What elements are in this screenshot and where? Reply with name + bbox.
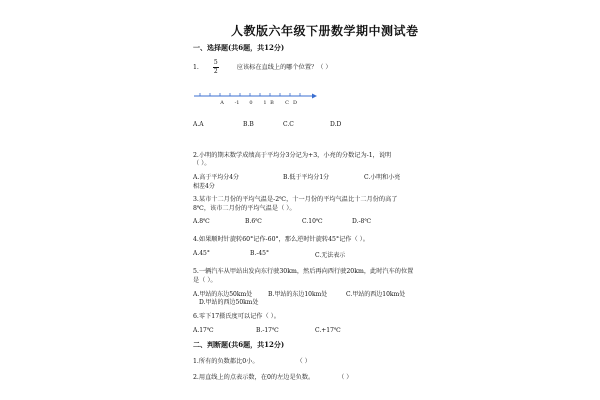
q5-option-d: D.甲站的西边50km处 (199, 299, 259, 306)
judgement-2-text: 2.用直线上的点表示数，在0的左边是负数。 (193, 374, 315, 381)
judgement-2-paren: （ ） (338, 374, 353, 381)
question-3-line-1: 3.某市十二月份的平均气温是-2℃，十一月份的平均气温比十二月份的高了 (193, 196, 398, 203)
number-line (190, 88, 320, 110)
q2-option-a: A.高于平均分4分 (193, 174, 240, 181)
q1-option-a: A.A (193, 121, 204, 128)
question-5-line-2: 是（ ）。 (193, 277, 217, 284)
numberline-label-c: C (285, 100, 289, 106)
numberline-label-1: 1 (263, 100, 267, 106)
numberline-label-a: A (220, 100, 224, 106)
judgement-1 (193, 356, 311, 365)
q4-option-a: A.45° (193, 250, 210, 257)
q3-option-a: A.8℃ (193, 218, 210, 225)
question-number: 1. (193, 64, 199, 71)
fraction (213, 60, 219, 75)
q2-option-c: C.小明和小亮 (364, 174, 401, 181)
numberline-label-0: 0 (249, 100, 253, 106)
q5-option-b: B.甲站的东边10km处 (268, 291, 328, 298)
numberline-label-minus1: -1 (234, 100, 240, 106)
fraction-numerator: 5 (213, 59, 218, 66)
q6-option-c: C.+17℃ (315, 327, 341, 334)
q5-option-c: C.甲站的西边10km处 (346, 291, 406, 298)
judgement-2 (193, 372, 353, 381)
question-3-line-2: 8℃，该市二月份的平均气温是（ ）。 (193, 205, 296, 212)
q3-option-b: B.6℃ (245, 218, 262, 225)
page-title: 人教版六年级下册数学期中测试卷 (231, 24, 419, 38)
question-text: 应该标在直线上的哪个位置？（ ） (236, 64, 332, 71)
section-heading-judgement: 二、判断题(共6题，共12分) (193, 340, 285, 349)
q1-option-d: D.D (330, 121, 342, 128)
q6-option-b: B.-17℃ (256, 327, 279, 334)
question-6: 6.零下17摄氏度可以记作（ ）。 (193, 313, 280, 320)
section-heading-choice: 一、选择题(共6题，共12分) (193, 43, 285, 52)
fraction-denominator: 2 (213, 68, 218, 75)
q3-option-d: D.-8℃ (352, 218, 372, 225)
numberline-label-b: B (270, 100, 274, 106)
q2-option-c-continued: 相差4分 (193, 183, 215, 190)
numberline-label-d: D (292, 100, 298, 106)
question-2-line-2: （ ）。 (193, 160, 211, 167)
q3-option-c: C.10℃ (302, 218, 323, 225)
q4-option-b: B.-45° (250, 250, 269, 257)
question-4: 4.如果顺时针旋转60°记作-60°，那么逆时针旋转45°记作（ ）。 (193, 236, 369, 243)
q5-option-a: A.甲站的东边50km处 (193, 291, 253, 298)
question-2-line-1: 2.小明的期末数学成绩高于平均分3分记为+3，小亮的分数记为-1，说明 (193, 152, 392, 159)
judgement-1-paren: （ ） (296, 358, 311, 365)
q1-option-c: C.C (283, 121, 294, 128)
q4-option-c: C.无法表示 (315, 252, 346, 259)
q2-option-b: B.低于平均分1分 (283, 174, 330, 181)
question-1 (193, 60, 332, 75)
q1-option-b: B.B (243, 121, 254, 128)
q6-option-a: A.17℃ (193, 327, 214, 334)
question-5-line-1: 5.一辆汽车从甲站出发向东行驶30km，然后再向西行驶20km，此时汽车的位置 (193, 268, 414, 275)
judgement-1-text: 1.所有的负数都比0小。 (193, 358, 259, 365)
